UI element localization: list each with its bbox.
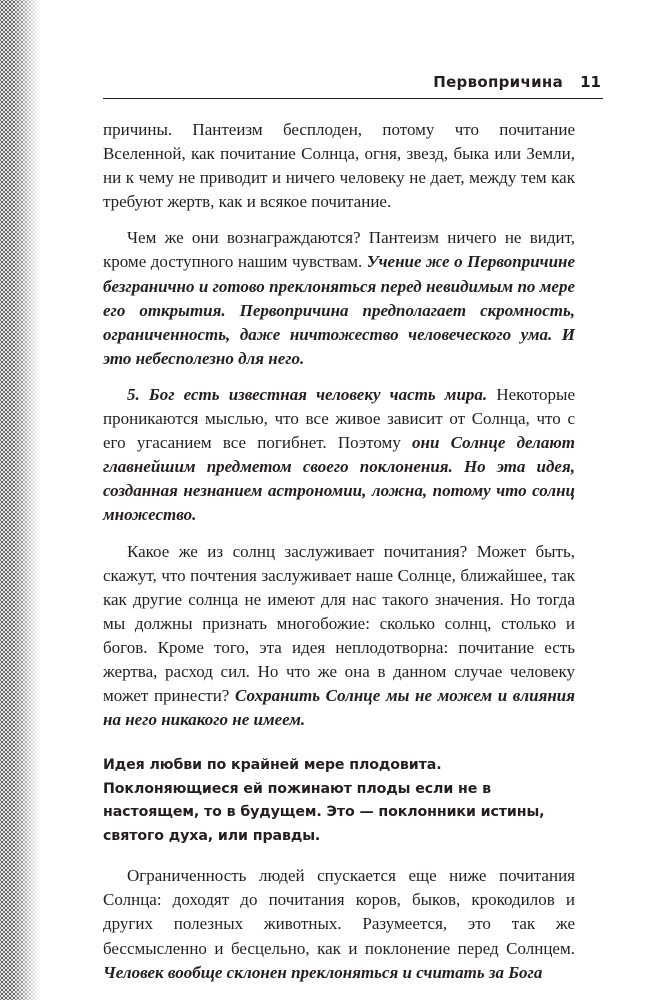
page-edge-fade	[0, 0, 40, 1000]
paragraph-2	[103, 226, 575, 371]
highlighted-text: Идея любви по крайней мере плодовита. Поклоняющиеся ей пожинают плоды если не в настоящем, то в будущем. Это — поклонники истины, святого духа, или правды.	[103, 757, 545, 844]
paragraph-1	[103, 118, 575, 214]
paragraph-text: Ограниченность людей спускается еще ниже почитания Солнца: доходят до почитания коров, быков, крокодилов и других полезных животных. Разумеется, это так же бессмысленно и бесцельно, как и поклонение перед Солнцем.	[103, 866, 575, 958]
paragraph-text: Чем же они вознаграждаются? Пантеизм ничего не видит, кроме доступного нашим чувствам.	[103, 228, 575, 272]
paragraph-emphasis: Учение же о Первопричине безгранично и готово преклоняться перед невидимым по мере его открытия. Первопричина предполагает скромность, ограниченность, даже ничтожество человеческого ума. И это небесполезно для него.	[103, 252, 576, 368]
paragraph-6	[103, 864, 575, 984]
paragraph-text: Некоторые проникаются мыслью, что все живое зависит от Солнца, что с его угасанием все погибнет. Поэтому	[103, 384, 575, 453]
running-header	[103, 68, 603, 99]
paragraph-text: причины. Пантеизм бесплоден, потому что почитание Вселенной, как почитание Солнца, огня, звезд, быка или Земли, ни к чему не приводит и ничего человеку не дает, между тем как требуют жертв, как и всякое почитание.	[103, 120, 575, 212]
paragraph-emphasis: они Солнце делают главнейшим предметом своего поклонения. Но эта идея, созданная незнанием астрономии, ложна, потому что солнц множество.	[103, 433, 575, 525]
paragraph-3	[103, 383, 575, 528]
paragraph-text: Какое же из солнц заслуживает почитания? Может быть, скажут, что почтения заслуживает наше Солнце, ближайшее, так как другие солнца не имеют для нас такого значения. Но тогда мы должны признать многобожие: сколько солнц, столько и богов. Кроме того, эта идея неплодотворна: почитание есть жертва, расход сил. Но что же она в данном случае человеку может принести?	[103, 541, 575, 706]
section-heading-inline: 5. Бог есть известная человеку часть мира.	[127, 384, 488, 404]
paragraph-emphasis: Сохранить Солнце мы не можем и влияния на него никакого не имеем.	[103, 686, 575, 730]
highlighted-paragraph	[103, 754, 575, 848]
chapter-title: Первопричина	[433, 73, 563, 91]
body-text	[103, 118, 575, 997]
paragraph-4	[103, 540, 575, 733]
paragraph-emphasis: Человек вообще склонен преклоняться и считать за Бога	[103, 962, 543, 982]
page-number: 11	[580, 73, 601, 91]
